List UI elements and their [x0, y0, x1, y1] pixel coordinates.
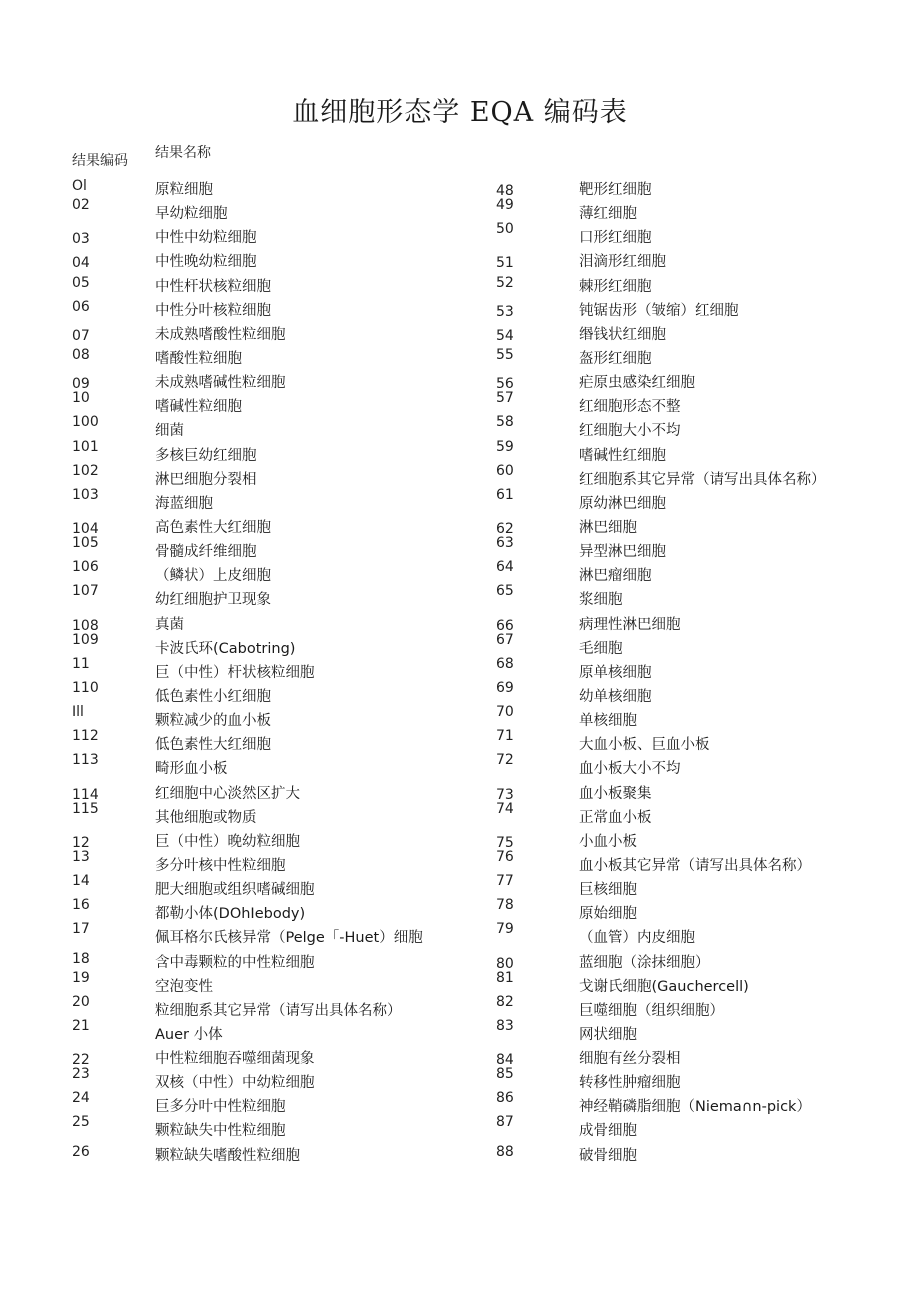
result-code: 78	[496, 897, 514, 914]
result-name: 淋巴瘤细胞	[579, 568, 652, 585]
list-item	[496, 462, 896, 489]
result-name: 低色素性大红细胞	[155, 737, 271, 754]
list-item	[72, 199, 452, 223]
list-item	[496, 827, 896, 851]
result-code: 110	[72, 679, 99, 696]
list-item	[72, 320, 452, 344]
list-item	[72, 344, 452, 368]
result-code: 70	[496, 704, 514, 721]
result-name: 颗粒减少的血小板	[155, 713, 271, 730]
list-item	[72, 1068, 452, 1092]
list-item	[72, 679, 452, 706]
result-code: 54	[496, 327, 514, 344]
column-header-code: 结果编码	[72, 153, 128, 169]
result-code: 64	[496, 559, 514, 576]
result-name: 原单核细胞	[579, 664, 652, 681]
list-item	[72, 754, 452, 778]
result-name: 血小板大小不均	[579, 761, 681, 778]
list-item	[496, 344, 896, 368]
result-name: 多分叶核中性粒细胞	[155, 857, 286, 874]
list-item	[72, 1092, 452, 1116]
list-item	[72, 368, 452, 392]
result-code: 105	[72, 535, 99, 552]
list-item	[496, 175, 896, 199]
result-code: 77	[496, 873, 514, 890]
result-name: 戈谢氏细胞(Gauchercell)	[579, 978, 749, 995]
list-item	[496, 969, 896, 996]
list-item	[496, 1116, 896, 1140]
result-name: （鳞状）上皮细胞	[155, 568, 271, 585]
result-code: 05	[72, 274, 90, 291]
result-name: 低色素性小红细胞	[155, 688, 271, 705]
result-name: 双核（中性）中幼粒细胞	[155, 1075, 315, 1092]
list-item	[72, 655, 452, 682]
list-item	[496, 800, 896, 827]
result-name: 薄红细胞	[579, 206, 637, 223]
result-name: 骨髓成纤维细胞	[155, 544, 257, 561]
result-code: 107	[72, 583, 99, 600]
result-name: 中性中幼粒细胞	[155, 230, 257, 247]
result-name: 原幼淋巴细胞	[579, 495, 666, 512]
result-code: 19	[72, 969, 90, 986]
list-item	[496, 537, 896, 561]
result-code: 100	[72, 414, 99, 431]
result-name: 原粒细胞	[155, 182, 213, 198]
result-name: 真菌	[155, 616, 184, 633]
result-name: 肥大细胞或组织嗜碱细胞	[155, 882, 315, 899]
result-code: 74	[496, 800, 514, 817]
list-item	[496, 754, 896, 778]
result-name: 巨（中性）晚幼粒细胞	[155, 833, 300, 850]
list-item	[496, 1017, 896, 1044]
list-item	[496, 513, 896, 537]
result-name: 幼单核细胞	[579, 688, 652, 705]
list-item	[496, 730, 896, 754]
result-code: 23	[72, 1066, 90, 1083]
list-item	[496, 875, 896, 899]
result-code: 65	[496, 583, 514, 600]
result-code: 56	[496, 376, 514, 393]
result-code: 82	[496, 993, 514, 1010]
result-code: 73	[496, 786, 514, 803]
list-item	[496, 655, 896, 682]
list-item	[72, 1017, 452, 1044]
result-name: 未成熟嗜酸性粒细胞	[155, 326, 286, 343]
list-item	[72, 416, 452, 440]
result-code: 71	[496, 728, 514, 745]
result-code: 14	[72, 873, 90, 890]
list-item	[72, 923, 452, 947]
list-item	[496, 610, 896, 634]
result-code: 68	[496, 655, 514, 672]
result-name: 中性杆状核粒细胞	[155, 278, 271, 295]
list-item	[496, 392, 896, 416]
result-name: 多核巨幼红细胞	[155, 447, 257, 464]
list-item	[72, 848, 452, 875]
result-code: 101	[72, 438, 99, 455]
result-code: 06	[72, 298, 90, 315]
result-code: 69	[496, 679, 514, 696]
result-name: 含中毒颗粒的中性粒细胞	[155, 954, 315, 971]
result-name: 佩耳格尔氏核异常（Pelge「-Huet）细胞	[155, 930, 423, 947]
result-name: 巨（中性）杆状核粒细胞	[155, 664, 315, 681]
list-item	[496, 199, 896, 223]
list-item	[72, 272, 452, 296]
result-name: 泪滴形红细胞	[579, 254, 666, 271]
result-name: 小血小板	[579, 833, 637, 850]
list-item	[496, 899, 896, 923]
column-header-name: 结果名称	[155, 145, 211, 161]
list-item	[72, 247, 452, 271]
list-item	[496, 368, 896, 392]
list-item	[72, 175, 452, 199]
list-item	[496, 247, 896, 271]
result-code: 60	[496, 462, 514, 479]
list-item	[496, 631, 896, 658]
result-name: 毛细胞	[579, 640, 623, 657]
result-name: 中性粒细胞吞噬细菌现象	[155, 1051, 315, 1068]
list-item	[72, 730, 452, 754]
result-code: 63	[496, 535, 514, 552]
result-code: 114	[72, 786, 99, 803]
result-code: 88	[496, 1143, 514, 1160]
result-code: 62	[496, 520, 514, 537]
result-code: 109	[72, 631, 99, 648]
result-code: 12	[72, 834, 90, 851]
list-item	[496, 948, 896, 972]
result-name: 高色素性大红细胞	[155, 519, 271, 536]
list-item	[72, 537, 452, 561]
result-name: 中性分叶核粒细胞	[155, 302, 271, 319]
result-name: 未成熟嗜碱性粒细胞	[155, 375, 286, 392]
result-name: 正常血小板	[579, 809, 652, 826]
result-name: 大血小板、巨血小板	[579, 737, 710, 754]
result-name: 蓝细胞（涂抹细胞）	[579, 954, 710, 971]
result-name: 红细胞中心淡然区扩大	[155, 785, 300, 802]
result-name: 其他细胞或物质	[155, 809, 257, 826]
result-code: 21	[72, 1017, 90, 1034]
list-item	[72, 948, 452, 972]
result-code: 07	[72, 327, 90, 344]
result-code: 25	[72, 1114, 90, 1131]
result-name: 早幼粒细胞	[155, 206, 228, 223]
result-code: 103	[72, 486, 99, 503]
result-name: 成骨细胞	[579, 1123, 637, 1140]
result-code: 87	[496, 1114, 514, 1131]
result-code: 115	[72, 800, 99, 817]
result-code: 102	[72, 462, 99, 479]
result-code: 76	[496, 848, 514, 865]
result-code: 72	[496, 752, 514, 769]
result-code: 67	[496, 631, 514, 648]
result-code: 104	[72, 520, 99, 537]
list-item	[72, 969, 452, 996]
list-item	[72, 1116, 452, 1140]
list-item	[496, 296, 896, 320]
list-item	[72, 513, 452, 537]
result-code: 09	[72, 376, 90, 393]
result-code: 81	[496, 969, 514, 986]
result-code: 112	[72, 728, 99, 745]
result-name: 红细胞系其它异常（请写出具体名称）	[579, 471, 826, 488]
result-code: 66	[496, 617, 514, 634]
result-name: 卡波氏环(Cabotring)	[155, 640, 296, 657]
right-code-list	[496, 175, 896, 1165]
list-item	[72, 706, 452, 730]
result-code: 57	[496, 390, 514, 407]
result-code: 108	[72, 617, 99, 634]
result-name: 盔形红细胞	[579, 350, 652, 367]
result-code: 83	[496, 1017, 514, 1034]
list-item	[496, 1068, 896, 1092]
result-name: Auer 小体	[155, 1026, 223, 1043]
result-code: 51	[496, 255, 514, 272]
result-code: 75	[496, 834, 514, 851]
result-code: 80	[496, 955, 514, 972]
list-item	[496, 272, 896, 296]
result-code: 18	[72, 950, 90, 967]
result-code: Ill	[72, 704, 84, 721]
result-code: 22	[72, 1052, 90, 1069]
list-item	[72, 1044, 452, 1068]
result-name: 中性晚幼粒细胞	[155, 254, 257, 271]
result-name: 破骨细胞	[579, 1147, 637, 1164]
result-code: 13	[72, 848, 90, 865]
list-item	[496, 561, 896, 585]
result-name: 空泡变性	[155, 978, 213, 995]
result-code: 10	[72, 390, 90, 407]
result-code: 20	[72, 993, 90, 1010]
list-item	[72, 486, 452, 513]
list-item	[72, 993, 452, 1020]
result-code: 08	[72, 346, 90, 363]
list-item	[72, 827, 452, 851]
result-code: 79	[496, 921, 514, 938]
result-code: 03	[72, 231, 90, 248]
result-name: 钝锯齿形（皱缩）红细胞	[579, 302, 739, 319]
list-item	[72, 1141, 452, 1165]
result-code: 84	[496, 1052, 514, 1069]
list-item	[496, 1044, 896, 1068]
result-code: 52	[496, 274, 514, 291]
result-name: 颗粒缺失嗜酸性粒细胞	[155, 1147, 300, 1164]
result-name: 淋巴细胞	[579, 519, 637, 536]
result-name: 颗粒缺失中性粒细胞	[155, 1123, 286, 1140]
list-item	[72, 561, 452, 585]
result-code: 55	[496, 346, 514, 363]
result-code: 59	[496, 438, 514, 455]
list-item	[496, 223, 896, 247]
list-item	[496, 1092, 896, 1116]
result-code: 50	[496, 221, 514, 238]
result-name: 细菌	[155, 423, 184, 440]
list-item	[72, 223, 452, 247]
result-code: Ol	[72, 178, 87, 194]
result-code: 04	[72, 255, 90, 272]
result-name: 红细胞大小不均	[579, 423, 681, 440]
result-code: 85	[496, 1066, 514, 1083]
result-name: 单核细胞	[579, 713, 637, 730]
list-item	[72, 610, 452, 634]
list-item	[496, 848, 896, 875]
result-name: 浆细胞	[579, 592, 623, 609]
result-code: 11	[72, 655, 90, 672]
result-name: 巨噬细胞（组织细胞）	[579, 1002, 724, 1019]
list-item	[72, 392, 452, 416]
list-item	[72, 438, 452, 465]
result-name: 畸形血小板	[155, 761, 228, 778]
result-code: 16	[72, 897, 90, 914]
result-name: 神经鞘磷脂细胞（Niema∩n-pick）	[579, 1099, 811, 1116]
result-name: 粒细胞系其它异常（请写出具体名称）	[155, 1002, 402, 1019]
result-code: 48	[496, 183, 514, 199]
result-code: 61	[496, 486, 514, 503]
result-code: 17	[72, 921, 90, 938]
result-name: 靶形红细胞	[579, 182, 652, 198]
list-item	[72, 779, 452, 803]
result-name: 淋巴细胞分裂相	[155, 471, 257, 488]
list-item	[496, 585, 896, 609]
list-item	[72, 899, 452, 923]
list-item	[72, 631, 452, 658]
list-item	[496, 679, 896, 706]
result-name: 疟原虫感染红细胞	[579, 375, 695, 392]
result-code: 113	[72, 752, 99, 769]
document-title: 血细胞形态学 EQA 编码表	[292, 97, 628, 128]
result-name: 棘形红细胞	[579, 278, 652, 295]
result-name: 口形红细胞	[579, 230, 652, 247]
list-item	[496, 1141, 896, 1165]
list-item	[496, 438, 896, 465]
result-name: 红细胞形态不整	[579, 399, 681, 416]
list-item	[496, 706, 896, 730]
result-name: 血小板聚集	[579, 785, 652, 802]
list-item	[72, 800, 452, 827]
list-item	[72, 462, 452, 489]
result-code: 86	[496, 1090, 514, 1107]
result-name: 都勒小体(DOhIebody)	[155, 906, 306, 923]
list-item	[496, 486, 896, 513]
result-name: 异型淋巴细胞	[579, 544, 666, 561]
result-name: （血管）内皮细胞	[579, 930, 695, 947]
result-name: 巨多分叶中性粒细胞	[155, 1099, 286, 1116]
result-name: 嗜碱性粒细胞	[155, 399, 242, 416]
result-code: 53	[496, 303, 514, 320]
result-code: 49	[496, 197, 514, 214]
result-name: 海蓝细胞	[155, 495, 213, 512]
result-name: 嗜酸性粒细胞	[155, 350, 242, 367]
result-code: 02	[72, 197, 90, 214]
result-code: 26	[72, 1143, 90, 1160]
result-name: 细胞有丝分裂相	[579, 1051, 681, 1068]
result-name: 原始细胞	[579, 906, 637, 923]
list-item	[496, 320, 896, 344]
list-item	[72, 585, 452, 609]
result-name: 嗜碱性红细胞	[579, 447, 666, 464]
list-item	[72, 875, 452, 899]
result-name: 病理性淋巴细胞	[579, 616, 681, 633]
left-code-list	[72, 175, 452, 1165]
list-item	[496, 923, 896, 947]
result-name: 网状细胞	[579, 1026, 637, 1043]
result-code: 106	[72, 559, 99, 576]
result-name: 转移性肿瘤细胞	[579, 1075, 681, 1092]
result-name: 血小板其它异常（请写出具体名称）	[579, 857, 811, 874]
list-item	[72, 296, 452, 320]
result-code: 24	[72, 1090, 90, 1107]
list-item	[496, 993, 896, 1020]
list-item	[496, 779, 896, 803]
result-name: 幼红细胞护卫现象	[155, 592, 271, 609]
result-name: 巨核细胞	[579, 882, 637, 899]
result-name: 缗钱状红细胞	[579, 326, 666, 343]
list-item	[496, 416, 896, 440]
result-code: 58	[496, 414, 514, 431]
